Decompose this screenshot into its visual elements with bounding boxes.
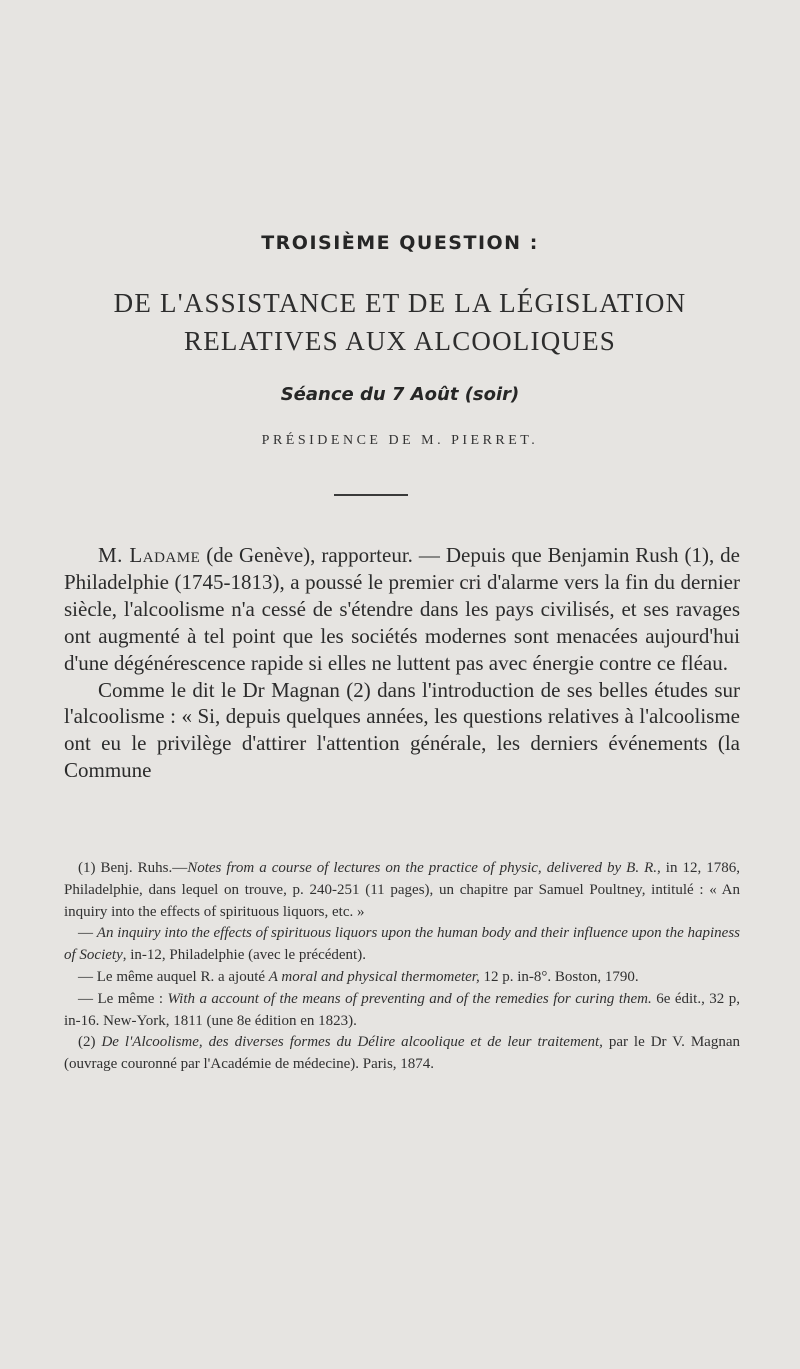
presidency-line: PRÉSIDENCE DE M. PIERRET. [261, 433, 539, 448]
footnote-1d-title: With a account of the means of preventing and of the remedies for curing them. [167, 990, 652, 1007]
body-text [64, 542, 740, 784]
footnote-1b-lead: — [78, 925, 97, 942]
footnote-1c [64, 967, 740, 989]
section-divider [334, 494, 408, 496]
speaker-name: M. Ladame [98, 543, 201, 567]
footnote-1c-lead: — Le même auquel R. a ajouté [78, 968, 269, 985]
title-line-2: RELATIVES AUX ALCOOLIQUES [184, 326, 616, 356]
session-date: Séance du 7 Août (soir) [280, 384, 520, 405]
footnote-2-title: De l'Alcoolisme, des diverses formes du Délire alcoolique et de leur traitement, [101, 1034, 603, 1051]
footnotes [64, 858, 740, 1076]
footnote-1c-title: A moral and physical thermometer, [268, 968, 480, 985]
footnote-1b-title: An inquiry into the effects of spirituous liquors upon the human body and their influence upon the hapiness of Society [64, 925, 741, 964]
footnote-1b [64, 923, 740, 967]
footnote-2 [64, 1032, 740, 1076]
paragraph-1 [64, 542, 740, 677]
footnote-1d-rest: 6e édit., 32 p, in-16. New-York, 1811 (une 8e édition en 1823). [64, 990, 740, 1029]
footnote-1-title: Notes from a course of lectures on the practice of physic, delivered by B. R. [187, 860, 657, 876]
paragraph-1-text: (de Genève), rapporteur. — Depuis que Benjamin Rush (1), de Philadelphie (1745-1813), a poussé le premier cri d'alarme vers la fin du dernier siècle, l'alcoolisme n'a cessé de s'étendre dans les pays civilisés, et ses ravages ont augmenté à tel point que les sociétés modernes sont menacées aujourd'hui d'une dégénérescence rapide si elles ne luttent pas avec énergie contre ce fléau. [64, 543, 740, 675]
footnote-1d-lead: — Le même : [78, 990, 168, 1007]
footnote-1d [64, 989, 740, 1033]
footnote-2-rest: par le Dr V. Magnan (ouvrage couronné par l'Académie de médecine). Paris, 1874. [64, 1034, 740, 1073]
paragraph-2: Comme le dit le Dr Magnan (2) dans l'introduction de ses belles études sur l'alcoolisme : « Si, depuis quelques années, les questions relatives à l'alcoolisme ont eu le privilège d'attirer l'attention générale, les derniers événements (la Commune [64, 677, 740, 783]
footnote-1-rest: , in 12, 1786, Philadelphie, dans lequel on trouve, p. 240-251 (11 pages), un chapitre par Samuel Poultney, intitulé : « An inquiry into the effects of spirituous liquors, etc. » [64, 860, 740, 920]
footnote-1 [64, 858, 740, 923]
footnote-1c-rest: 12 p. in-8°. Boston, 1790. [479, 968, 639, 985]
footnote-2-lead: (2) [78, 1034, 102, 1051]
section-kicker: TROISIÈME QUESTION : [261, 232, 539, 254]
footnote-1-lead: (1) Benj. Ruhs.— [78, 860, 188, 876]
footnote-1b-rest: , in-12, Philadelphie (avec le précédent). [122, 947, 366, 964]
title-line-1: DE L'ASSISTANCE ET DE LA LÉGISLATION [113, 288, 687, 318]
